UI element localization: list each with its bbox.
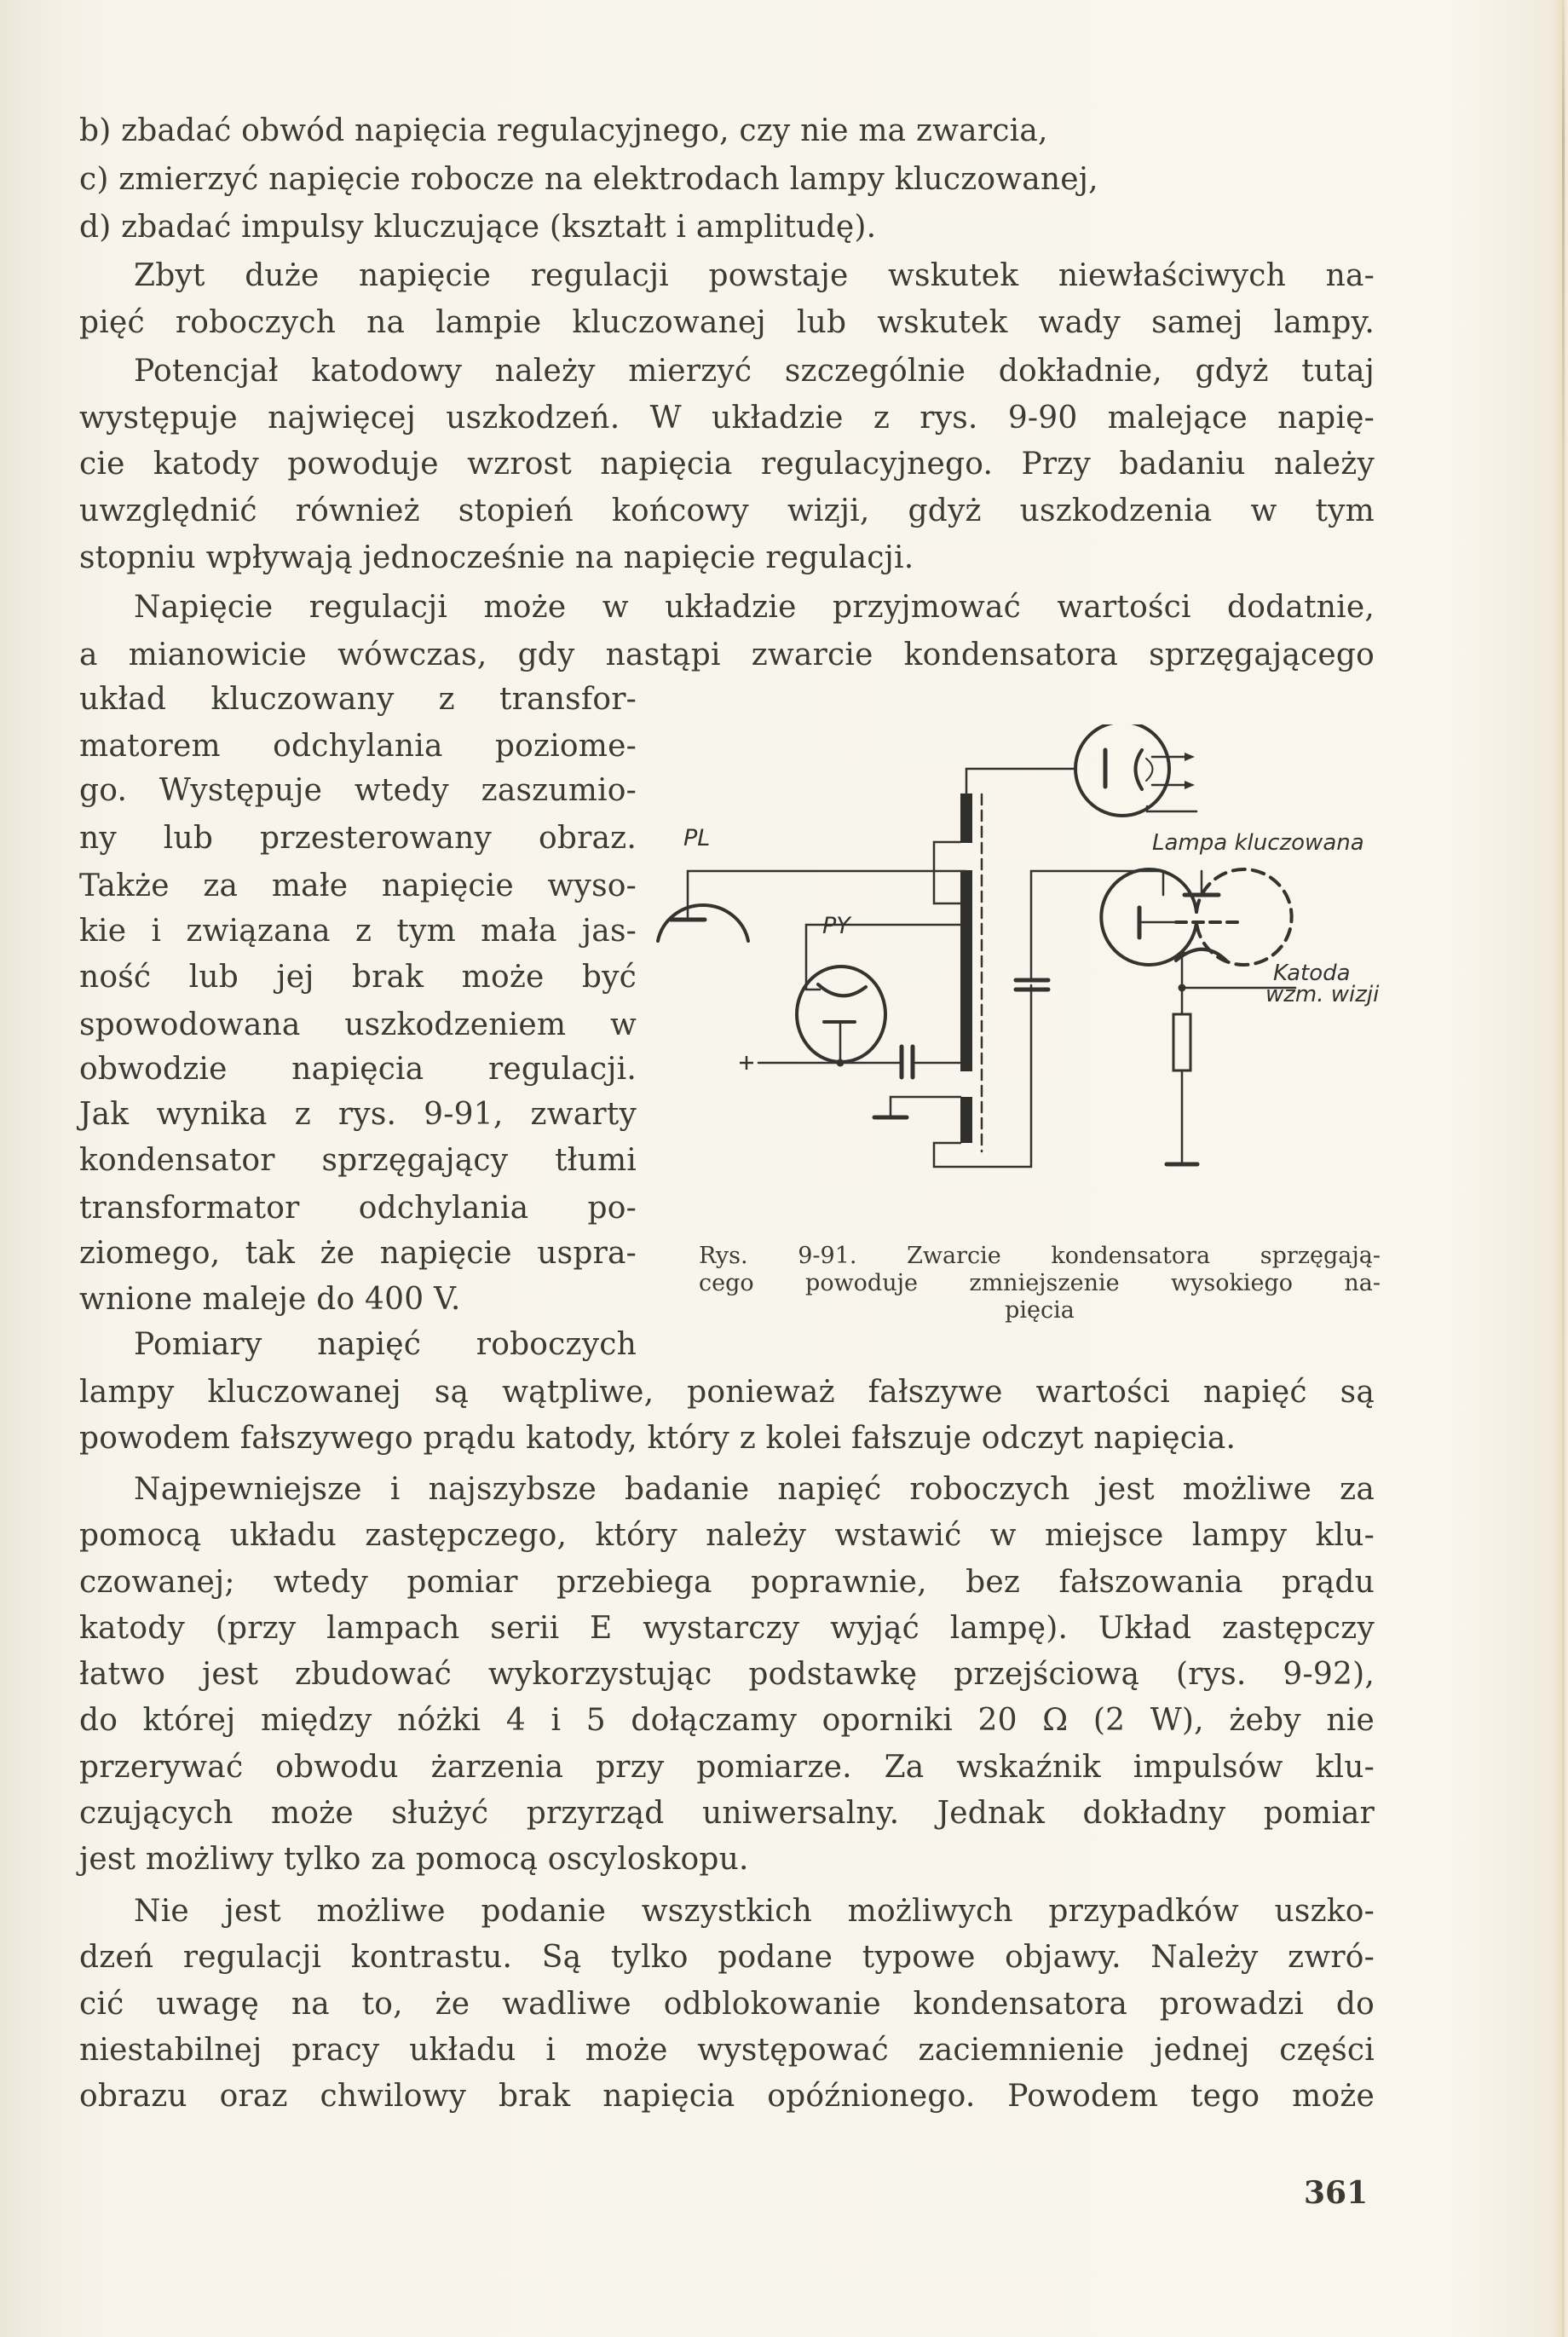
paragraph-line: cie katody powoduje wzrost napięcia regulacyjnego. Przy badaniu należy: [79, 447, 1375, 482]
paragraph-line: czowanej; wtedy pomiar przebiega poprawnie, bez fałszowania prądu: [79, 1565, 1375, 1600]
narrow-line: Jak wynika z rys. 9-91, zwarty: [79, 1097, 637, 1132]
paragraph-line: Zbyt duże napięcie regulacji powstaje wskutek niewłaściwych na-: [134, 258, 1375, 293]
transformer-winding-upper: [960, 793, 972, 843]
arrow-icon: [1185, 753, 1195, 761]
circuit-diagram: [631, 724, 1398, 1236]
narrow-line: matorem odchylania poziome-: [79, 729, 637, 764]
keyed-tube-envelope: [1101, 869, 1196, 965]
paragraph-line: Napięcie regulacji może w układzie przyjmować wartości dodatnie,: [134, 590, 1375, 625]
figure-caption-line: pięcia: [1005, 1297, 1075, 1324]
paragraph-line: Potencjał katodowy należy mierzyć szczególnie dokładnie, gdyż tutaj: [134, 354, 1375, 389]
narrow-line: kie i związana z tym mała jas-: [79, 914, 637, 949]
paragraph-line: dzeń regulacji kontrastu. Są tylko podane typowe objawy. Należy zwró-: [79, 1940, 1375, 1975]
label-katoda: Katoda: [1273, 961, 1351, 986]
paragraph-line: Nie jest możliwe podanie wszystkich możliwych przypadków uszko-: [134, 1894, 1375, 1929]
pl-tube-envelope: [658, 905, 748, 941]
list-item-b: b) zbadać obwód napięcia regulacyjnego, czy nie ma zwarcia,: [79, 113, 1048, 148]
wire-keyed-cathode: [1182, 953, 1185, 1014]
figure-caption-line: Rys. 9-91. Zwarcie kondensatora sprzęgają-: [699, 1243, 1381, 1269]
label-py: PY: [822, 913, 850, 939]
arrow-icon: [1185, 781, 1195, 789]
paragraph-line: niestabilnej pracy układu i może występować zaciemnienie jednej części: [79, 2033, 1375, 2068]
paragraph-line: pomocą układu zastępczego, który należy wstawić w miejsce lampy klu-: [79, 1518, 1375, 1553]
paragraph-line: jest możliwy tylko za pomocą oscyloskopu.: [79, 1842, 749, 1877]
narrow-line: Także za małe napięcie wyso-: [79, 868, 637, 903]
paragraph-line: do której między nóżki 4 i 5 dołączamy oporniki 20 Ω (2 W), żeby nie: [79, 1703, 1375, 1738]
crt-inner-arc: [1146, 759, 1153, 781]
label-lampa-kluczowana: Lampa kluczowana: [1152, 830, 1364, 856]
narrow-line: obwodzie napięcia regulacji.: [79, 1052, 637, 1087]
transformer-winding-main: [960, 870, 972, 1071]
crt-cathode-arc: [1136, 750, 1143, 789]
paragraph-line: pięć roboczych na lampie kluczowanej lub wskutek wady samej lampy.: [79, 305, 1375, 340]
cathode-resistor: [1173, 1014, 1190, 1070]
wire-lower-winding: [891, 1097, 960, 1117]
paragraph-line: powodem fałszywego prądu katody, który z kolei fałszuje odczyt napięcia.: [79, 1421, 1237, 1456]
list-item-d: d) zbadać impulsy kluczujące (kształt i amplitudę).: [79, 210, 877, 245]
junction-dot: [837, 1059, 844, 1066]
paragraph-line: przerywać obwodu żarzenia przy pomiarze. Za wskaźnik impulsów klu-: [79, 1750, 1375, 1785]
page-edge-shadow: [1562, 0, 1565, 2337]
paragraph-line: Najpewniejsze i najszybsze badanie napięć roboczych jest możliwe za: [134, 1472, 1375, 1507]
paragraph-line: lampy kluczowanej są wątpliwe, ponieważ fałszywe wartości napięć są: [79, 1375, 1375, 1410]
crt-lead: [1147, 806, 1196, 811]
narrow-line: ny lub przesterowany obraz.: [79, 821, 637, 856]
figure-caption-line: cego powoduje zmniejszenie wysokiego na-: [699, 1270, 1381, 1296]
transformer-tap: [934, 842, 960, 903]
paragraph-line: katody (przy lampach serii E wystarczy wyjąć lampę). Układ zastępczy: [79, 1611, 1375, 1646]
narrow-line: spowodowana uszkodzeniem w: [79, 1007, 637, 1042]
crt-envelope: [1075, 724, 1169, 816]
paragraph-line: czujących może służyć przyrząd uniwersalny. Jednak dokładny pomiar: [79, 1796, 1375, 1831]
narrow-line: kondensator sprzęgający tłumi: [79, 1143, 637, 1178]
list-item-c: c) zmierzyć napięcie robocze na elektrodach lampy kluczowanej,: [79, 162, 1098, 197]
wire-to-crt: [966, 769, 1076, 793]
paragraph-line: występuje najwięcej uszkodzeń. W układzie z rys. 9-90 malejące napię-: [79, 401, 1375, 436]
narrow-line: układ kluczowany z transfor-: [79, 682, 637, 717]
paragraph-line: cić uwagę na to, że wadliwe odblokowanie kondensatora prowadzi do: [79, 1987, 1375, 2022]
narrow-line: Pomiary napięć roboczych: [134, 1327, 637, 1362]
narrow-line: ność lub jej brak może być: [79, 960, 637, 995]
transformer-winding-lower: [960, 1097, 972, 1143]
narrow-line: ziomego, tak że napięcie uspra-: [79, 1236, 637, 1271]
py-cathode: [818, 984, 866, 995]
page-number: 361: [1304, 2175, 1369, 2211]
label-pl: PL: [683, 825, 711, 851]
narrow-line: transformator odchylania po-: [79, 1191, 637, 1226]
narrow-line: wnione maleje do 400 V.: [79, 1282, 461, 1317]
paragraph-line: a mianowicie wówczas, gdy nastąpi zwarcie kondensatora sprzęgającego: [79, 638, 1375, 672]
paragraph-line: łatwo jest zbudować wykorzystując podstawkę przejściową (rys. 9-92),: [79, 1657, 1375, 1692]
paragraph-line: uwzględnić również stopień końcowy wizji, gdyż uszkodzenia w tym: [79, 493, 1375, 528]
paragraph-line: obrazu oraz chwilowy brak napięcia opóźnionego. Powodem tego może: [79, 2079, 1375, 2114]
label-wzm-wizji: wzm. wizji: [1265, 982, 1380, 1007]
paragraph-line: stopniu wpływają jednocześnie na napięcie regulacji.: [79, 540, 914, 575]
narrow-line: go. Występuje wtedy zaszumio-: [79, 773, 637, 808]
